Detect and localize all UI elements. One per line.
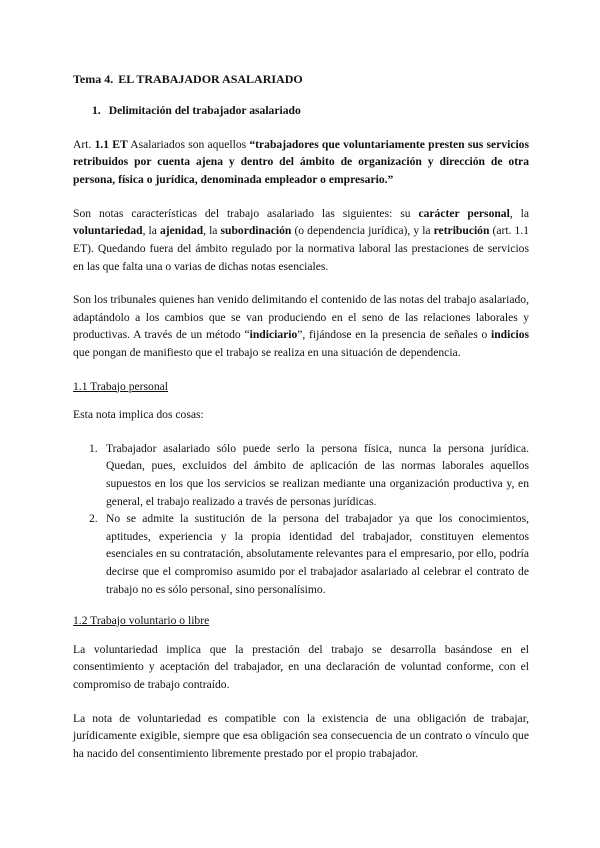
term-ajenidad: ajenidad [159, 224, 204, 238]
title-text: EL TRABAJADOR ASALARIADO [118, 72, 303, 86]
text-run: Art. [73, 137, 95, 151]
list-item-number: 2. [89, 512, 98, 526]
section-heading [92, 102, 529, 120]
term-voluntariedad: voluntariedad [73, 224, 143, 238]
list-item [73, 440, 529, 510]
term-retribucion: retribución [433, 224, 490, 238]
text-run: (art. 1.1 ET). Quedando fuera del ámbito regulado por la normativa laboral las prestaciones de servicios en las que falta una o varias de dichas notas esenciales. [73, 224, 530, 273]
paragraph-characteristics [73, 205, 529, 275]
document-page [73, 70, 529, 779]
definition-quote: “trabajadores que voluntariamente presten sus servicios retribuidos por cuenta ajena y dentro del ámbito de organización y dirección de otra persona, física o jurídica, denominada empleador o empresario.” [73, 137, 529, 187]
text-run: que pongan de manifiesto que el trabajo se realiza en una situación de dependencia. [73, 345, 461, 359]
term-indicios: indicios [490, 328, 529, 342]
text-run: Asalariados son aquellos [127, 137, 250, 151]
text-run: Son notas características del trabajo asalariado las siguientes: su [73, 206, 419, 220]
paragraph-tribunales [73, 291, 529, 361]
paragraph-voluntariedad: La voluntariedad implica que la prestación del trabajo se desarrolla basándose en el consentimiento y aceptación del trabajador, en una declaración de voluntad conforme, con el compromiso de trabajo contraído. [73, 642, 529, 692]
term-personal: carácter personal [418, 206, 510, 220]
subsection-heading-voluntario: 1.2 Trabajo voluntario o libre [73, 614, 210, 628]
text-run: , la [203, 224, 221, 238]
paragraph-compatibilidad: La nota de voluntariedad es compatible con la existencia de una obligación de trabajar, jurídicamente exigible, siempre que esa obligación sea consecuencia de un contrato o vínculo que ha nacido del consentimiento libremente prestado por el propio trabajador. [73, 711, 529, 760]
paragraph-definition [73, 136, 529, 189]
list-item-text: Trabajador asalariado sólo puede serlo la persona física, nunca la persona jurídica. Quedan, pues, excluidos del ámbito de aplicación de las normas laborales aquellos supuestos en los que los servicios se realizan mediante una organización productiva y, en general, el trabajo realizado a través de personas jurídicas. [106, 441, 529, 508]
paragraph-intro: Esta nota implica dos cosas: [73, 408, 204, 422]
article-reference: 1.1 ET [94, 137, 128, 151]
term-subordinacion: subordinación [220, 224, 292, 238]
text-run: , la [142, 224, 160, 238]
section-title: Delimitación del trabajador asalariado [108, 104, 301, 118]
title-number: Tema 4. [73, 72, 114, 86]
section-number: 1. [92, 104, 101, 118]
text-run: (o dependencia jurídica), y la [291, 224, 434, 238]
text-run: Son los tribunales quienes han venido delimitando el contenido de las notas del trabajo asalariado, adaptándolo a los cambios que se van produciendo en el seno de las relaciones laborales y productivas. A través de un método “ [73, 293, 529, 342]
list-item-text: No se admite la sustitución de la persona del trabajador ya que los conocimientos, aptitudes, experiencia y la propia identidad del trabajador, constituyen elementos esenciales en su contratación, absolutamente relevantes para el empresario, por ello, podría decirse que el compromiso asumido por el trabajador asalariado al celebrar el contrato de trabajo no es sólo personal, sino personalísimo. [106, 512, 529, 596]
page-title [73, 70, 529, 88]
term-indiciario: indiciario [249, 328, 298, 342]
text-run: , la [509, 206, 530, 220]
text-run: ”, fijándose en la presencia de señales o [297, 328, 491, 342]
numbered-list [73, 440, 529, 598]
list-item [73, 510, 529, 598]
subsection-heading-personal: 1.1 Trabajo personal [73, 379, 168, 393]
list-item-number: 1. [89, 441, 98, 455]
